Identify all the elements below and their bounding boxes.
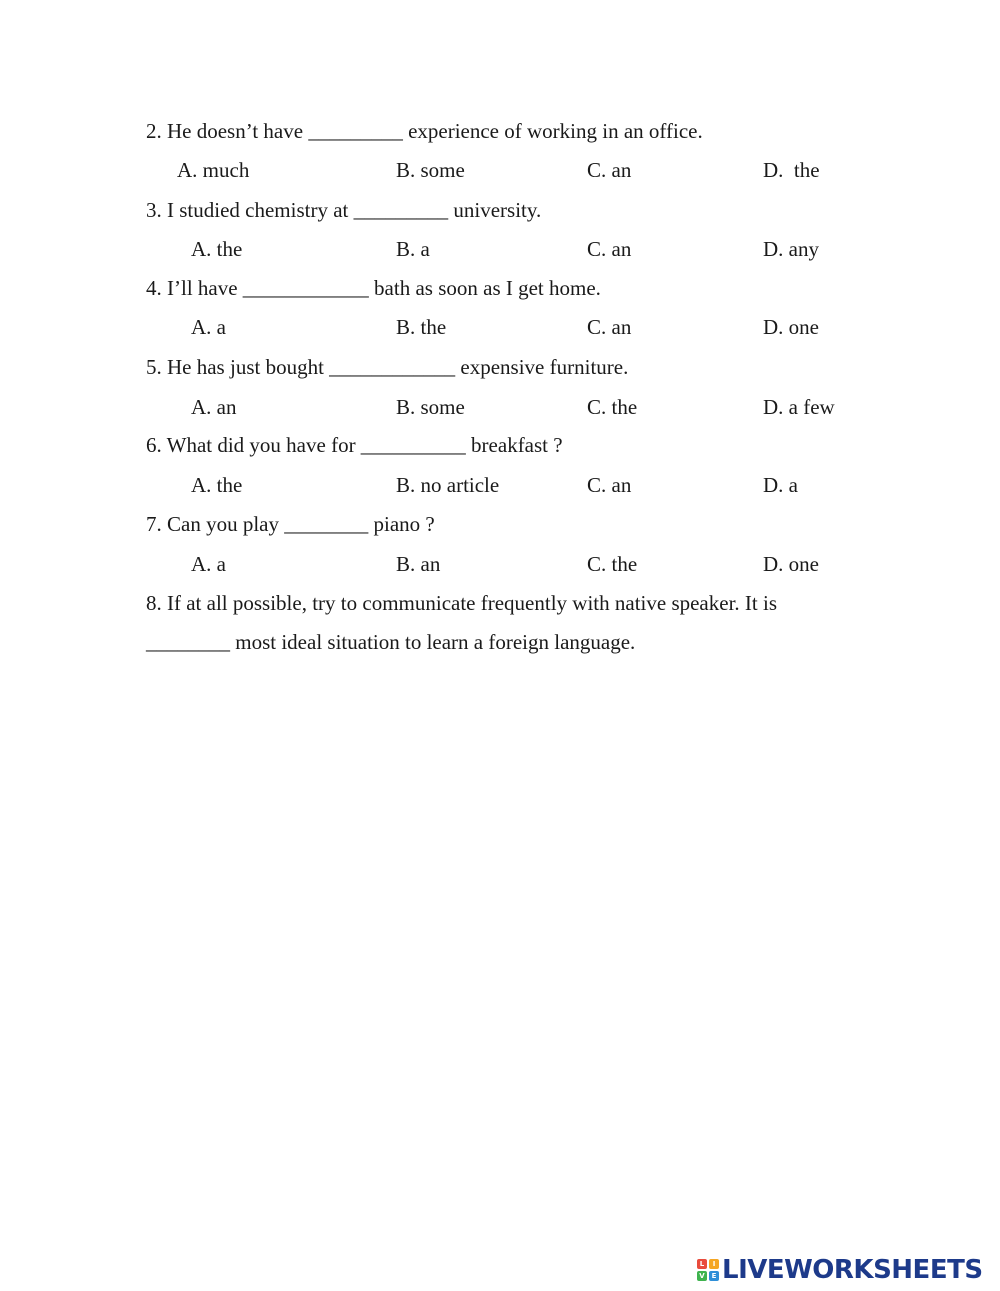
question-4-option-b[interactable]: B. the <box>396 315 447 339</box>
question-6-option-c[interactable]: C. an <box>587 473 632 497</box>
question-6-option-a[interactable]: A. the <box>191 473 243 497</box>
question-2-option-b[interactable]: B. some <box>396 158 465 182</box>
question-4-option-d[interactable]: D. one <box>763 315 819 339</box>
question-4-option-a[interactable]: A. a <box>191 315 226 339</box>
question-2-option-a[interactable]: A. much <box>177 158 250 182</box>
question-5-option-d[interactable]: D. a few <box>763 395 835 419</box>
question-4-option-c[interactable]: C. an <box>587 315 632 339</box>
question-2-option-d[interactable]: D. the <box>763 158 820 182</box>
question-3-option-c[interactable]: C. an <box>587 237 632 261</box>
question-3-option-d[interactable]: D. any <box>763 237 819 261</box>
question-6-option-d[interactable]: D. a <box>763 473 798 497</box>
liveworksheets-logo-icon <box>697 1259 719 1281</box>
question-3-option-a[interactable]: A. the <box>191 237 243 261</box>
question-8-text-line-2: ________ most ideal situation to learn a foreign language. <box>146 630 636 654</box>
liveworksheets-logo <box>697 1255 983 1285</box>
question-4-text: 4. I’ll have ____________ bath as soon as I get home. <box>146 276 601 300</box>
question-5-option-b[interactable]: B. some <box>396 395 465 419</box>
question-8-text-line-1: 8. If at all possible, try to communicate frequently with native speaker. It is <box>146 591 777 615</box>
liveworksheets-logo-text: LIVEWORKSHEETS <box>722 1255 983 1285</box>
question-6-option-b[interactable]: B. no article <box>396 473 500 497</box>
question-7-text: 7. Can you play ________ piano ? <box>146 512 435 536</box>
question-2-option-c[interactable]: C. an <box>587 158 632 182</box>
question-6-text: 6. What did you have for __________ breakfast ? <box>146 433 563 457</box>
question-5-option-a[interactable]: A. an <box>191 395 237 419</box>
question-7-option-a[interactable]: A. a <box>191 552 226 576</box>
logo-tile-e: E <box>709 1271 719 1281</box>
question-2-text: 2. He doesn’t have _________ experience of working in an office. <box>146 119 703 143</box>
logo-tile-l: L <box>697 1259 707 1269</box>
question-3-option-b[interactable]: B. a <box>396 237 430 261</box>
question-5-text: 5. He has just bought ____________ expensive furniture. <box>146 355 629 379</box>
question-3-text: 3. I studied chemistry at _________ university. <box>146 198 542 222</box>
logo-tile-v: V <box>697 1271 707 1281</box>
question-7-option-c[interactable]: C. the <box>587 552 638 576</box>
question-5-option-c[interactable]: C. the <box>587 395 638 419</box>
question-7-option-b[interactable]: B. an <box>396 552 441 576</box>
logo-tile-i: I <box>709 1259 719 1269</box>
question-7-option-d[interactable]: D. one <box>763 552 819 576</box>
